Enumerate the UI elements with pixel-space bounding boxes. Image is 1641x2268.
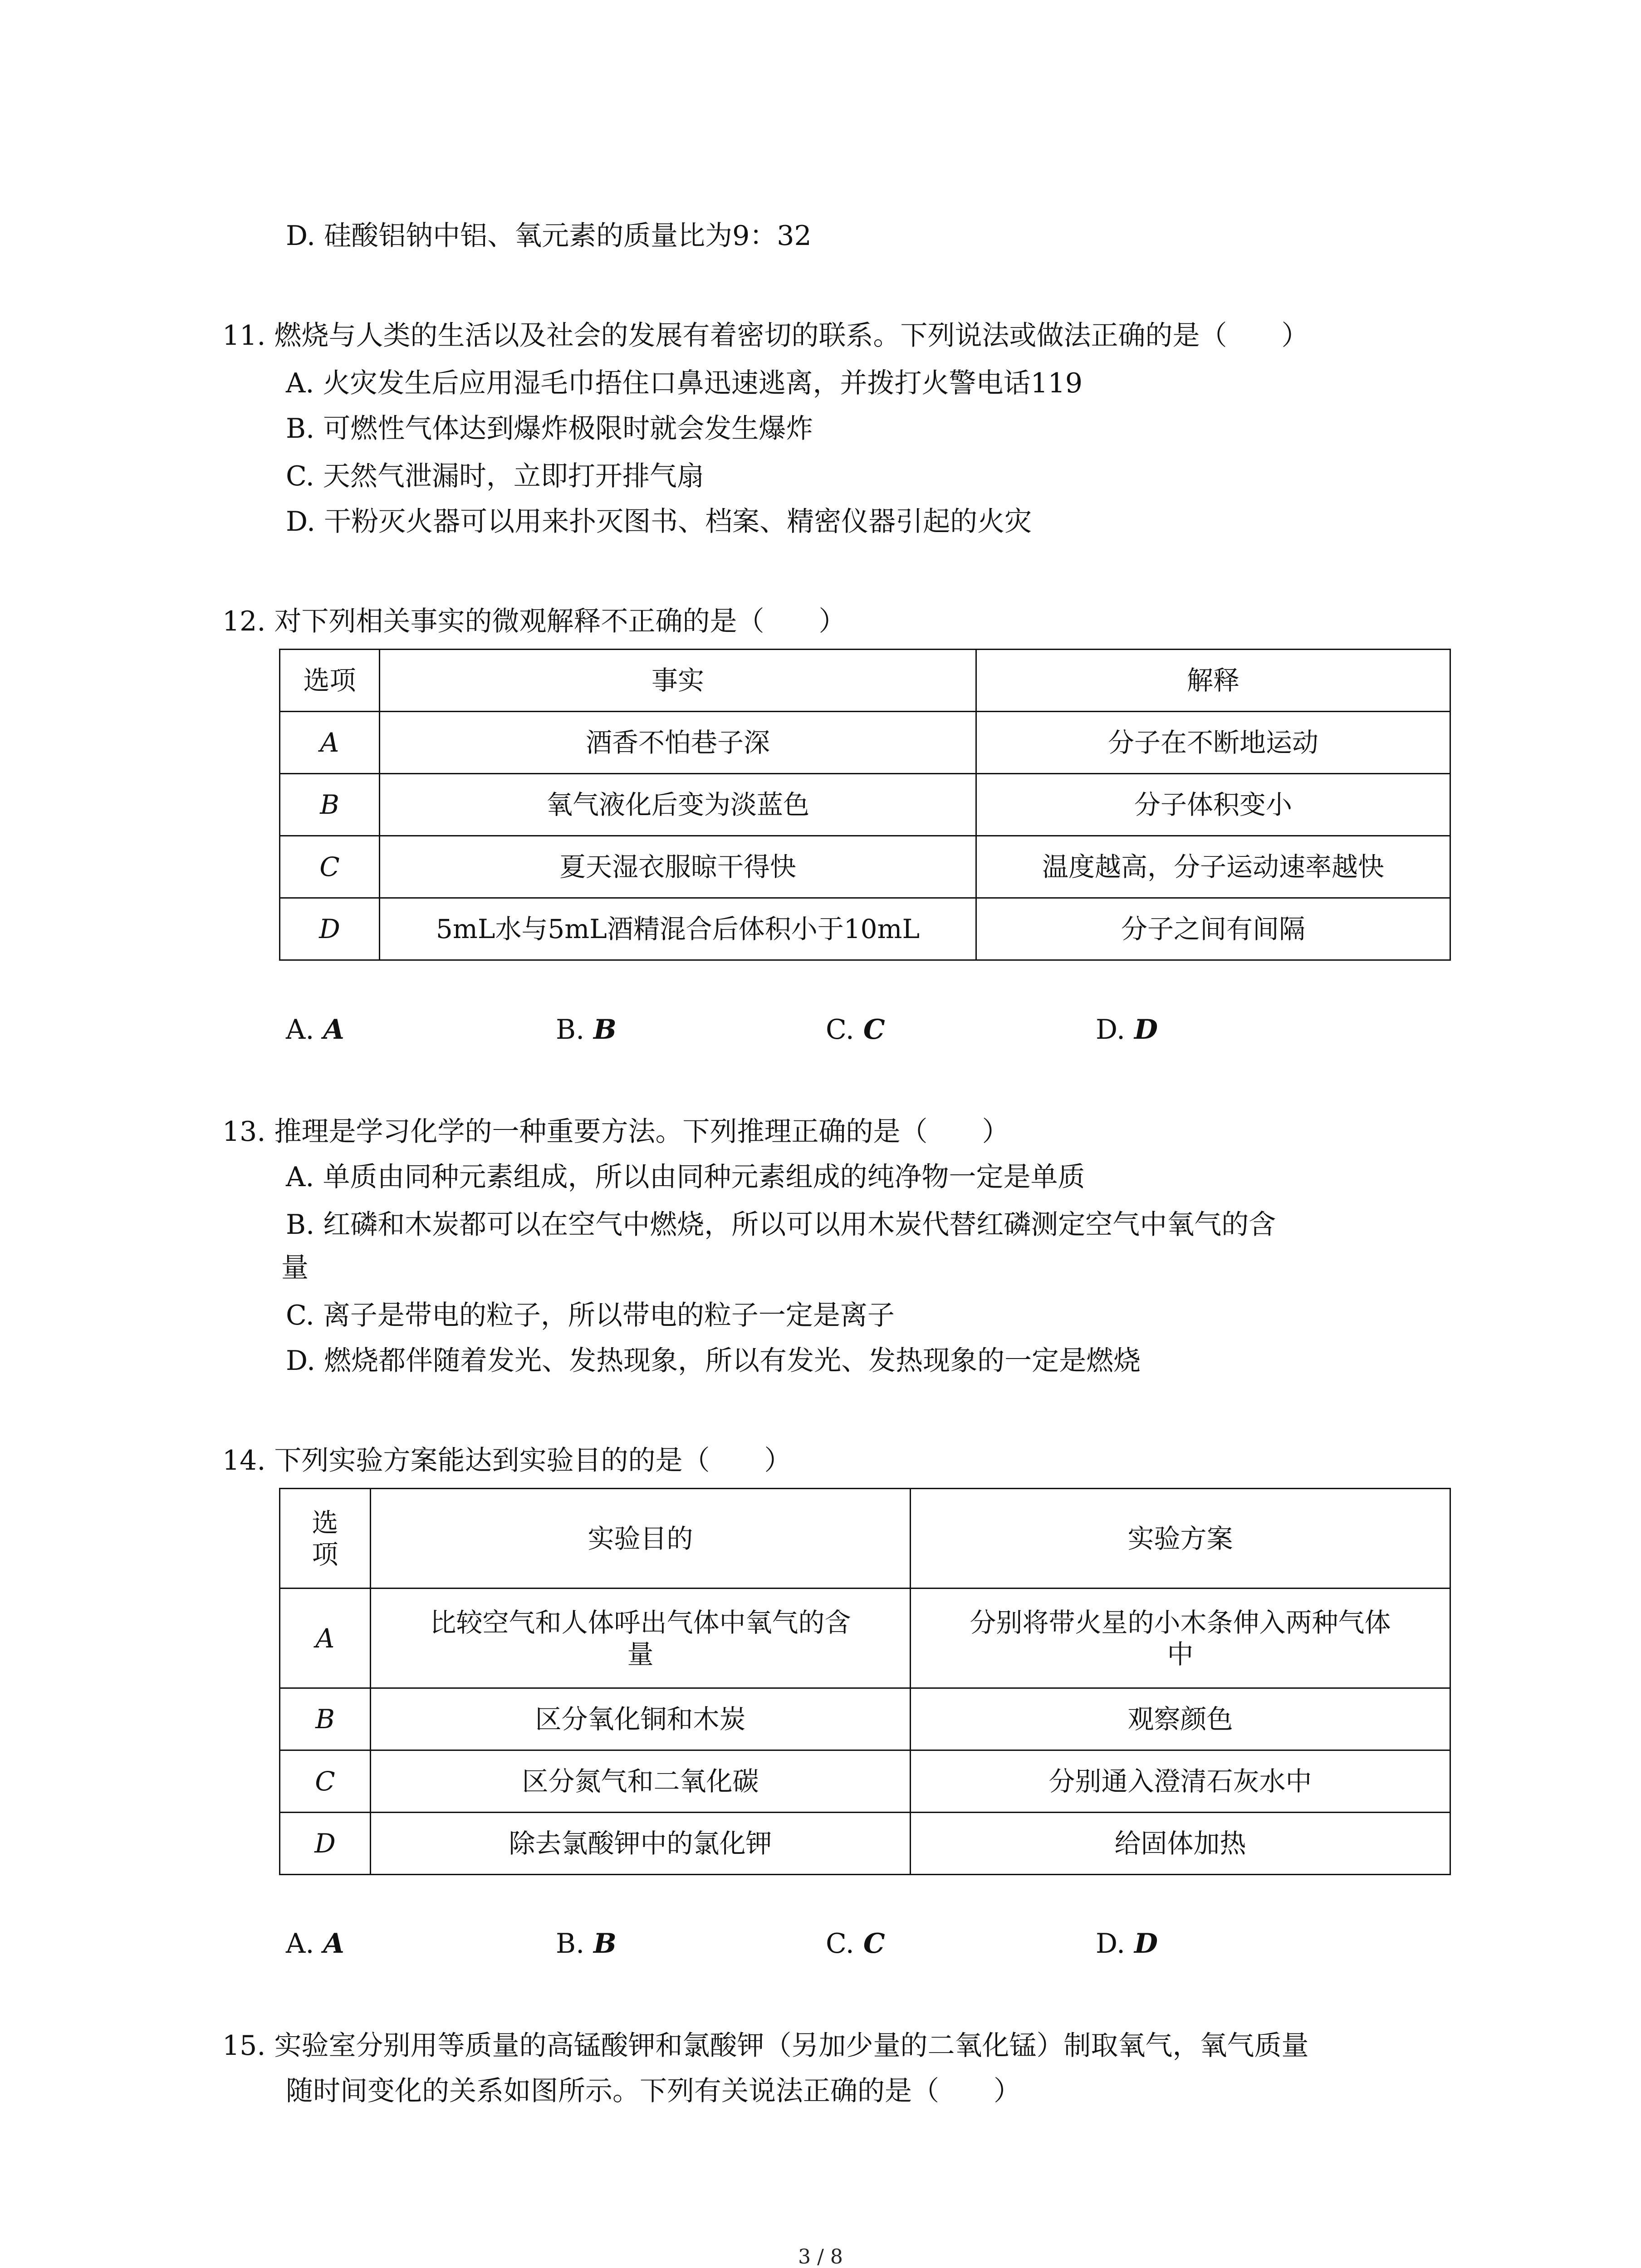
q11-stem: 11. 燃烧与人类的生活以及社会的发展有着密切的联系。下列说法或做法正确的是（ ）: [222, 320, 1309, 352]
table-row: [280, 898, 1450, 960]
q10-option-d: D. 硅酸铝钠中铝、氧元素的质量比为9：32: [286, 220, 812, 252]
q12-answer-a: A. A: [286, 1014, 344, 1046]
q12-table: [279, 649, 1451, 961]
q14-row-d-goal: 除去氯酸钾中的氯化钾: [371, 1813, 911, 1875]
q14-table: [279, 1488, 1451, 1875]
q14-row-c-option: C: [280, 1750, 371, 1813]
q12-row-b-fact: 氧气液化后变为淡蓝色: [380, 774, 976, 836]
q11-option-c: C. 天然气泄漏时，立即打开排气扇: [286, 460, 704, 492]
table-row: [280, 1813, 1450, 1875]
q14-header-plan: 实验方案: [911, 1489, 1450, 1589]
q14-row-d-plan: 给固体加热: [911, 1813, 1450, 1875]
q13-option-b: B. 红磷和木炭都可以在空气中燃烧，所以可以用木炭代替红磷测定空气中氧气的含: [286, 1209, 1276, 1241]
q12-answer-d: D. D: [1096, 1014, 1158, 1046]
q14-row-a-plan: 分别将带火星的小木条伸入两种气体 中: [911, 1589, 1450, 1688]
q12-row-d-option: D: [280, 898, 380, 960]
table-row: [280, 836, 1450, 898]
q14-row-a-option: A: [280, 1589, 371, 1688]
q14-stem: 14. 下列实验方案能达到实验目的的是（ ）: [222, 1445, 792, 1476]
q11-option-a: A. 火灾发生后应用湿毛巾捂住口鼻迅速逃离，并拨打火警电话119: [286, 367, 1083, 399]
q12-answer-b: B. B: [556, 1014, 617, 1046]
table-row: [280, 774, 1450, 836]
q12-answer-c: C. C: [826, 1014, 885, 1046]
q13-option-d: D. 燃烧都伴随着发光、发热现象，所以有发光、发热现象的一定是燃烧: [286, 1345, 1141, 1377]
q14-row-b-goal: 区分氧化铜和木炭: [371, 1688, 911, 1750]
q12-row-a-option: A: [280, 712, 380, 774]
q14-header-goal: 实验目的: [371, 1489, 911, 1589]
q13-option-c: C. 离子是带电的粒子，所以带电的粒子一定是离子: [286, 1300, 895, 1331]
q13-option-b-cont: 量: [281, 1252, 309, 1284]
q14-row-c-plan: 分别通入澄清石灰水中: [911, 1750, 1450, 1813]
q11-option-d: D. 干粉灭火器可以用来扑灭图书、档案、精密仪器引起的火灾: [286, 506, 1032, 538]
q12-row-c-explanation: 温度越高，分子运动速率越快: [976, 836, 1450, 898]
q12-row-b-option: B: [280, 774, 380, 836]
q14-header-row: [280, 1489, 1450, 1589]
q12-row-b-explanation: 分子体积变小: [976, 774, 1450, 836]
q12-stem: 12. 对下列相关事实的微观解释不正确的是（ ）: [222, 606, 846, 637]
q14-answer-d: D. D: [1096, 1928, 1158, 1960]
q12-row-a-fact: 酒香不怕巷子深: [380, 712, 976, 774]
q12-header-fact: 事实: [380, 650, 976, 712]
table-row: [280, 1688, 1450, 1750]
table-row: [280, 712, 1450, 774]
q14-answer-b: B. B: [556, 1928, 617, 1960]
q14-row-b-option: B: [280, 1688, 371, 1750]
q12-row-d-explanation: 分子之间有间隔: [976, 898, 1450, 960]
q11-option-b: B. 可燃性气体达到爆炸极限时就会发生爆炸: [286, 413, 813, 445]
q12-header-explanation: 解释: [976, 650, 1450, 712]
page-number: 3 / 8: [798, 2245, 843, 2268]
q13-stem: 13. 推理是学习化学的一种重要方法。下列推理正确的是（ ）: [222, 1116, 1009, 1148]
table-row: [280, 1750, 1450, 1813]
q12-row-c-option: C: [280, 836, 380, 898]
q14-answer-c: C. C: [826, 1928, 885, 1960]
q13-option-a: A. 单质由同种元素组成，所以由同种元素组成的纯净物一定是单质: [286, 1161, 1085, 1193]
q12-row-a-explanation: 分子在不断地运动: [976, 712, 1450, 774]
q14-row-b-plan: 观察颜色: [911, 1688, 1450, 1750]
q15-stem-line1: 15. 实验室分别用等质量的高锰酸钾和氯酸钾（另加少量的二氧化锰）制取氧气，氧气质量: [222, 2030, 1309, 2062]
table-row: [280, 1589, 1450, 1688]
q12-row-d-fact: 5mL水与5mL酒精混合后体积小于10mL: [380, 898, 976, 960]
q14-row-d-option: D: [280, 1813, 371, 1875]
q15-stem-line2: 随时间变化的关系如图所示。下列有关说法正确的是（ ）: [286, 2075, 1021, 2107]
q14-row-a-goal: 比较空气和人体呼出气体中氧气的含 量: [371, 1589, 911, 1688]
q12-row-c-fact: 夏天湿衣服晾干得快: [380, 836, 976, 898]
q12-header-option: 选项: [280, 650, 380, 712]
q12-header-row: [280, 650, 1450, 712]
q14-row-c-goal: 区分氮气和二氧化碳: [371, 1750, 911, 1813]
q14-header-option: 选 项: [280, 1489, 371, 1589]
q14-answer-a: A. A: [286, 1928, 344, 1960]
